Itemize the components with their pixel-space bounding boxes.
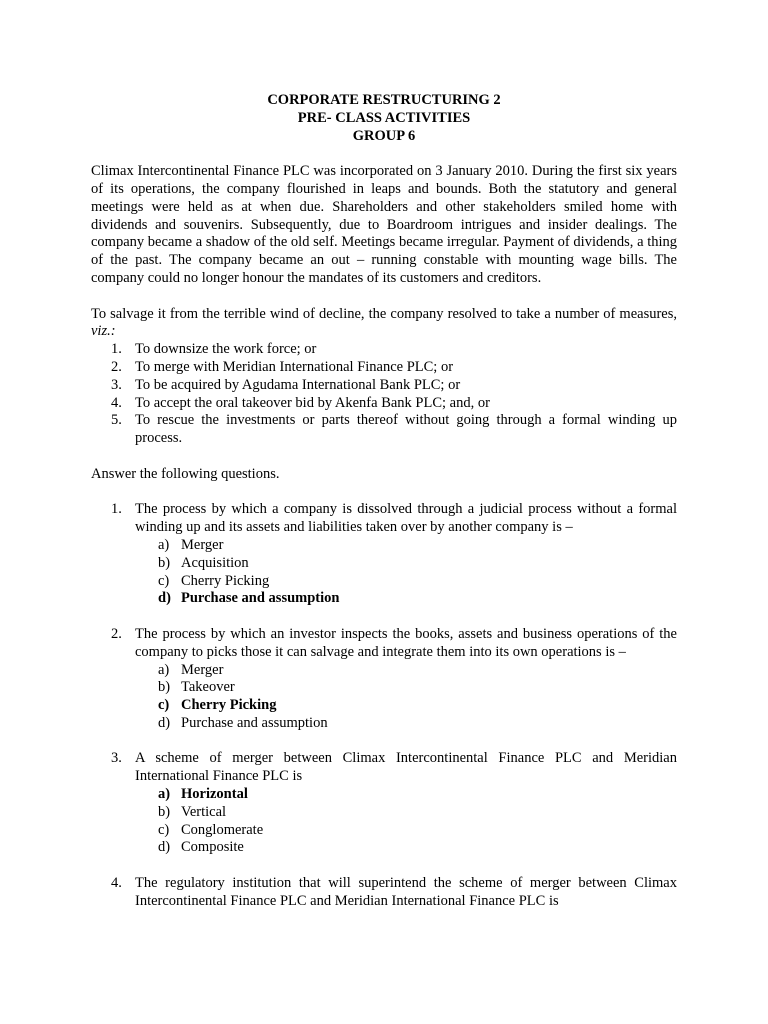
question-4 bbox=[91, 875, 677, 911]
option-letter: c) bbox=[158, 572, 170, 589]
option-letter: a) bbox=[158, 661, 170, 678]
option-item bbox=[91, 555, 677, 573]
option-item-answer bbox=[91, 697, 677, 715]
measure-item bbox=[91, 377, 677, 395]
measure-text: To accept the oral takeover bid by Akenfa Bank PLC; and, or bbox=[135, 394, 490, 411]
option-text: Conglomerate bbox=[181, 821, 264, 838]
option-text: Purchase and assumption bbox=[181, 590, 340, 607]
option-letter: a) bbox=[158, 536, 170, 553]
option-text: Takeover bbox=[181, 679, 235, 696]
option-letter: b) bbox=[158, 803, 171, 820]
document-body bbox=[91, 92, 677, 911]
option-text: Merger bbox=[181, 661, 224, 678]
option-item bbox=[91, 822, 677, 840]
option-item bbox=[91, 839, 677, 857]
options-list bbox=[135, 662, 677, 733]
question-number: 3. bbox=[111, 750, 122, 767]
measure-number: 1. bbox=[111, 341, 122, 358]
question-text: A scheme of merger between Climax Intercontinental Finance PLC and Meridian International Finance PLC is bbox=[135, 750, 677, 785]
option-letter: c) bbox=[158, 821, 170, 838]
measure-item bbox=[91, 359, 677, 377]
option-letter: d) bbox=[158, 839, 171, 856]
heading-activity-title: PRE- CLASS ACTIVITIES bbox=[297, 109, 471, 126]
measure-number: 3. bbox=[111, 376, 122, 393]
question-text: The process by which a company is dissolved through a judicial process without a formal winding up and its assets and liabilities taken over by another company is – bbox=[135, 501, 677, 536]
option-item-answer bbox=[91, 590, 677, 608]
option-item bbox=[91, 804, 677, 822]
question-text: The process by which an investor inspects the books, assets and business operations of the company to picks those it can salvage and integrate them into its own operations is – bbox=[135, 625, 677, 660]
salvage-lead-text: To salvage it from the terrible wind of decline, the company resolved to take a number of measures, bbox=[91, 305, 677, 322]
option-item-answer bbox=[91, 786, 677, 804]
question-number: 1. bbox=[111, 501, 122, 518]
question-number: 2. bbox=[111, 625, 122, 642]
questions-list bbox=[91, 501, 677, 910]
measure-number: 2. bbox=[111, 358, 122, 375]
option-text: Cherry Picking bbox=[181, 697, 277, 714]
measure-text: To downsize the work force; or bbox=[135, 341, 317, 358]
options-list bbox=[135, 786, 677, 857]
measure-item bbox=[91, 412, 677, 448]
options-list bbox=[135, 537, 677, 608]
option-text: Acquisition bbox=[181, 554, 249, 571]
option-item bbox=[91, 662, 677, 680]
question-number: 4. bbox=[111, 875, 122, 892]
option-text: Merger bbox=[181, 536, 224, 553]
measure-text: To rescue the investments or parts thereof without going through a formal winding up process. bbox=[135, 412, 677, 447]
option-text: Horizontal bbox=[181, 786, 248, 803]
option-letter: b) bbox=[158, 554, 171, 571]
option-letter: c) bbox=[158, 697, 170, 714]
option-letter: d) bbox=[158, 590, 171, 607]
measure-item bbox=[91, 341, 677, 359]
option-text: Vertical bbox=[181, 803, 227, 820]
option-text: Composite bbox=[181, 839, 244, 856]
option-letter: d) bbox=[158, 714, 171, 731]
option-item bbox=[91, 537, 677, 555]
intro-paragraph: Climax Intercontinental Finance PLC was incorporated on 3 January 2010. During the first six years of its operations, the company flourished in leaps and bounds. Both the statutory and general meetings were held as at when due. Shareholders and other stakeholders smiled home with dividends and souvenirs. Subsequently, due to Boardroom intrigues and insider dealings. The company became a shadow of the old self. Meetings became irregular. Payment of dividends, a thing of the past. The company became an out – running constable with mounting wage bills. The company could no longer honour the mandates of its customers and creditors. bbox=[91, 163, 677, 286]
question-1 bbox=[91, 501, 677, 608]
option-item bbox=[91, 573, 677, 591]
measure-item bbox=[91, 395, 677, 413]
measure-number: 5. bbox=[111, 412, 122, 429]
salvage-viz-text: viz.: bbox=[91, 323, 116, 340]
measure-text: To merge with Meridian International Finance PLC; or bbox=[135, 358, 454, 375]
question-text: The regulatory institution that will superintend the scheme of merger between Climax Intercontinental Finance PLC and Meridian International Finance PLC is bbox=[135, 875, 677, 909]
heading-group: GROUP 6 bbox=[352, 127, 416, 144]
document-heading bbox=[91, 92, 677, 145]
salvage-paragraph bbox=[91, 306, 677, 342]
option-letter: a) bbox=[158, 786, 171, 803]
option-letter: b) bbox=[158, 679, 171, 696]
option-text: Purchase and assumption bbox=[181, 714, 328, 731]
option-item bbox=[91, 715, 677, 733]
measure-number: 4. bbox=[111, 394, 122, 411]
question-2 bbox=[91, 626, 677, 733]
instruction-text: Answer the following questions. bbox=[91, 465, 280, 482]
option-text: Cherry Picking bbox=[181, 572, 270, 589]
option-item bbox=[91, 679, 677, 697]
question-3 bbox=[91, 750, 677, 857]
measures-list bbox=[91, 341, 677, 448]
heading-course-title: CORPORATE RESTRUCTURING 2 bbox=[267, 92, 501, 108]
measure-text: To be acquired by Agudama International Bank PLC; or bbox=[135, 376, 461, 393]
